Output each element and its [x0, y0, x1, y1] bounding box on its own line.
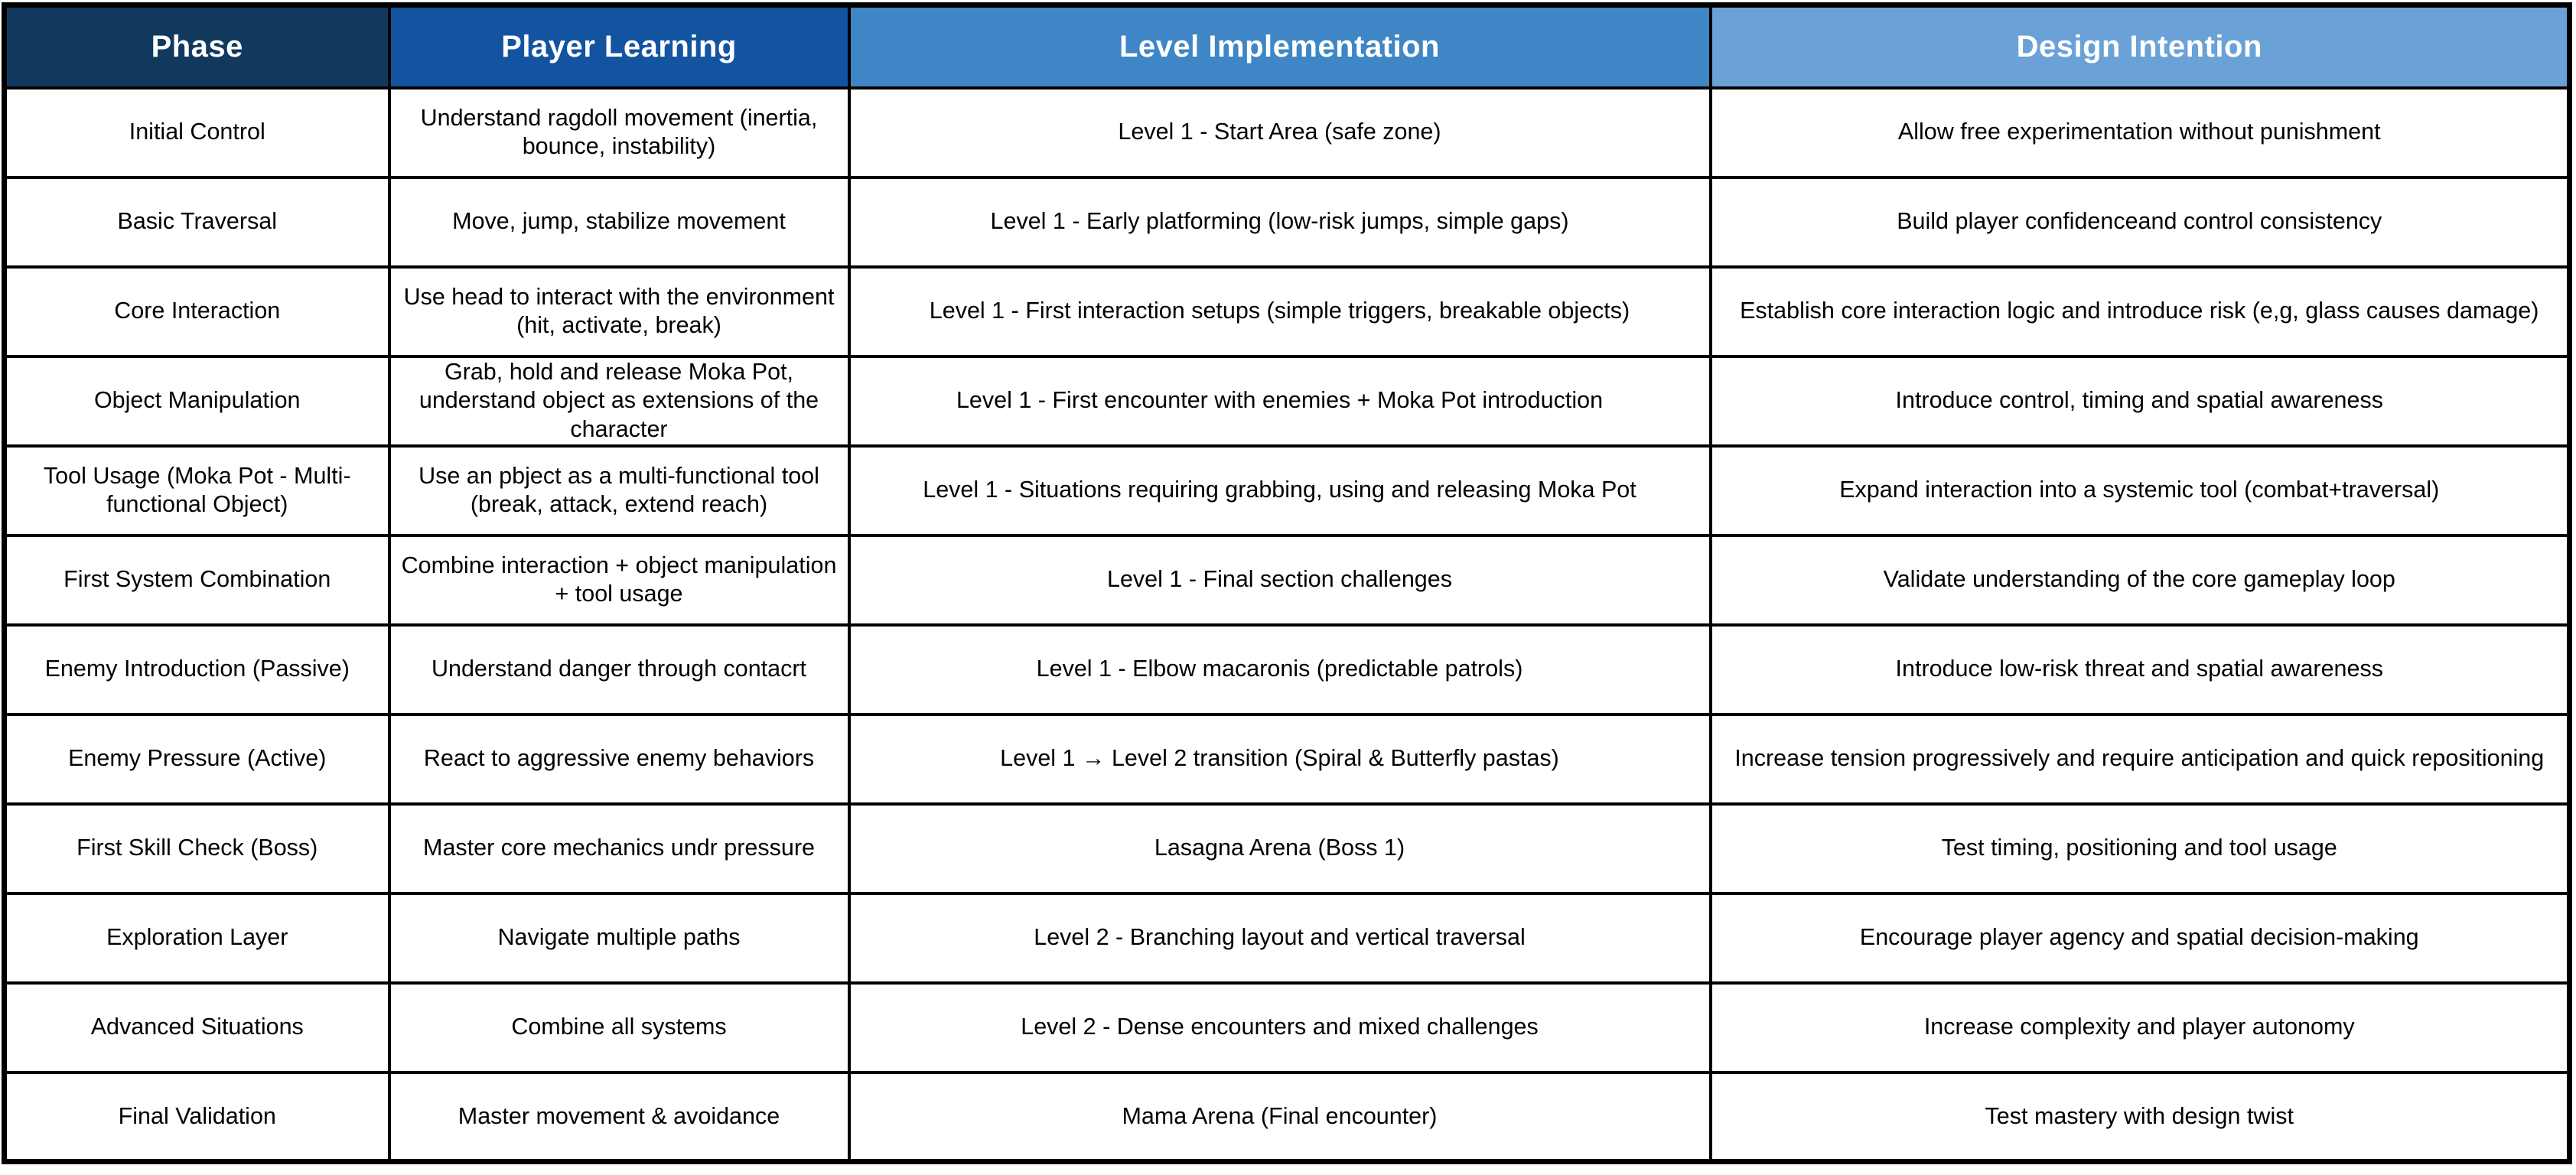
cell-phase: Initial Control [5, 88, 389, 177]
cell-player-learning: Move, jump, stabilize movement [389, 177, 849, 267]
cell-phase: Object Manipulation [5, 356, 389, 446]
phase-design-table [2, 2, 2572, 1164]
table-row [5, 893, 2570, 983]
column-header-level-implementation: Level Implementation [849, 5, 1711, 88]
cell-player-learning: Use an pbject as a multi-functional tool (break, attack, extend reach) [389, 446, 849, 535]
table-row [5, 1072, 2570, 1162]
cell-player-learning: Use head to interact with the environment (hit, activate, break) [389, 267, 849, 356]
cell-phase: First System Combination [5, 535, 389, 625]
cell-phase: Enemy Pressure (Active) [5, 714, 389, 804]
cell-player-learning: React to aggressive enemy behaviors [389, 714, 849, 804]
cell-level-implementation: Level 1 - Start Area (safe zone) [849, 88, 1711, 177]
column-header-player-learning: Player Learning [389, 5, 849, 88]
cell-player-learning: Master core mechanics undr pressure [389, 804, 849, 893]
cell-player-learning: Grab, hold and release Moka Pot, understand object as extensions of the character [389, 356, 849, 446]
cell-design-intention: Expand interaction into a systemic tool (combat+traversal) [1711, 446, 2570, 535]
cell-level-implementation: Level 1 - First encounter with enemies + Moka Pot introduction [849, 356, 1711, 446]
cell-design-intention: Test timing, positioning and tool usage [1711, 804, 2570, 893]
cell-player-learning: Combine interaction + object manipulation + tool usage [389, 535, 849, 625]
cell-design-intention: Build player confidenceand control consistency [1711, 177, 2570, 267]
cell-phase: Enemy Introduction (Passive) [5, 625, 389, 714]
cell-phase: Tool Usage (Moka Pot - Multi-functional Object) [5, 446, 389, 535]
cell-level-implementation: Level 1 - First interaction setups (simple triggers, breakable objects) [849, 267, 1711, 356]
cell-level-implementation: Lasagna Arena (Boss 1) [849, 804, 1711, 893]
cell-player-learning: Combine all systems [389, 983, 849, 1072]
cell-phase: Exploration Layer [5, 893, 389, 983]
cell-player-learning: Understand ragdoll movement (inertia, bounce, instability) [389, 88, 849, 177]
table-row [5, 625, 2570, 714]
cell-design-intention: Validate understanding of the core gameplay loop [1711, 535, 2570, 625]
table-row [5, 267, 2570, 356]
cell-level-implementation: Level 2 - Dense encounters and mixed challenges [849, 983, 1711, 1072]
cell-phase: Final Validation [5, 1072, 389, 1162]
cell-player-learning: Navigate multiple paths [389, 893, 849, 983]
table-row [5, 177, 2570, 267]
cell-design-intention: Increase tension progressively and require anticipation and quick repositioning [1711, 714, 2570, 804]
column-header-design-intention: Design Intention [1711, 5, 2570, 88]
table-row [5, 535, 2570, 625]
cell-level-implementation: Level 1 - Final section challenges [849, 535, 1711, 625]
cell-design-intention: Introduce low-risk threat and spatial awareness [1711, 625, 2570, 714]
cell-phase: First Skill Check (Boss) [5, 804, 389, 893]
cell-level-implementation: Level 2 - Branching layout and vertical traversal [849, 893, 1711, 983]
cell-design-intention: Increase complexity and player autonomy [1711, 983, 2570, 1072]
table-row [5, 88, 2570, 177]
table-row [5, 446, 2570, 535]
cell-level-implementation: Level 1 → Level 2 transition (Spiral & Butterfly pastas) [849, 714, 1711, 804]
cell-design-intention: Establish core interaction logic and introduce risk (e,g, glass causes damage) [1711, 267, 2570, 356]
cell-level-implementation: Level 1 - Early platforming (low-risk jumps, simple gaps) [849, 177, 1711, 267]
cell-level-implementation: Level 1 - Situations requiring grabbing, using and releasing Moka Pot [849, 446, 1711, 535]
cell-design-intention: Introduce control, timing and spatial awareness [1711, 356, 2570, 446]
cell-player-learning: Understand danger through contacrt [389, 625, 849, 714]
column-header-phase: Phase [5, 5, 389, 88]
table-row [5, 356, 2570, 446]
cell-design-intention: Test mastery with design twist [1711, 1072, 2570, 1162]
cell-phase: Advanced Situations [5, 983, 389, 1072]
cell-player-learning: Master movement & avoidance [389, 1072, 849, 1162]
cell-level-implementation: Level 1 - Elbow macaronis (predictable patrols) [849, 625, 1711, 714]
cell-design-intention: Encourage player agency and spatial decision-making [1711, 893, 2570, 983]
table-row [5, 804, 2570, 893]
table-header-row [5, 5, 2570, 88]
table-row [5, 983, 2570, 1072]
cell-level-implementation: Mama Arena (Final encounter) [849, 1072, 1711, 1162]
cell-design-intention: Allow free experimentation without punishment [1711, 88, 2570, 177]
table-row [5, 714, 2570, 804]
cell-phase: Core Interaction [5, 267, 389, 356]
cell-phase: Basic Traversal [5, 177, 389, 267]
